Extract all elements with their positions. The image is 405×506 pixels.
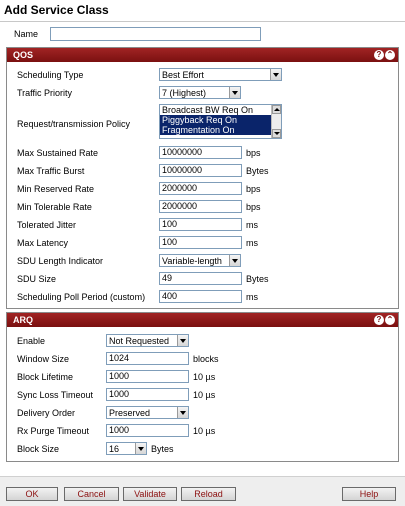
request-policy-listbox[interactable]	[159, 104, 282, 139]
chevron-down-icon	[229, 255, 240, 266]
sdu-size-label: SDU Size	[17, 274, 57, 284]
scheduling-poll-period-input[interactable]: 400	[159, 290, 242, 303]
title-divider	[0, 21, 405, 22]
max-sustained-rate-input[interactable]: 10000000	[159, 146, 242, 159]
help-button[interactable]: Help	[342, 487, 396, 501]
chevron-down-icon	[177, 335, 188, 346]
min-tolerable-rate-unit: bps	[246, 201, 261, 212]
max-latency-unit: ms	[246, 237, 258, 248]
sdu-size-unit: Bytes	[246, 273, 269, 284]
tolerated-jitter-unit: ms	[246, 219, 258, 230]
rx-purge-timeout-label: Rx Purge Timeout	[17, 426, 90, 436]
validate-button[interactable]: Validate	[123, 487, 177, 501]
ok-button[interactable]: OK	[6, 487, 58, 501]
max-traffic-burst-input[interactable]: 10000000	[159, 164, 242, 177]
block-size-unit: Bytes	[151, 443, 174, 454]
scheduling-type-label: Scheduling Type	[17, 70, 84, 80]
arq-enable-label: Enable	[17, 336, 46, 346]
arq-enable-value: Not Requested	[109, 335, 170, 346]
name-label: Name	[14, 29, 39, 39]
sync-loss-timeout-label: Sync Loss Timeout	[17, 390, 94, 400]
sdu-length-indicator-label: SDU Length Indicator	[17, 256, 104, 266]
name-row	[14, 26, 261, 42]
window-size-label: Window Size	[17, 354, 70, 364]
min-reserved-rate-unit: bps	[246, 183, 261, 194]
request-policy-option[interactable]: Piggyback Req On	[160, 115, 272, 125]
arq-enable-select[interactable]	[106, 334, 189, 347]
request-policy-option[interactable]: Broadcast BW Req On	[162, 105, 254, 115]
arq-header-label: ARQ	[13, 315, 33, 325]
scheduling-poll-period-label: Scheduling Poll Period (custom)	[17, 292, 146, 302]
qos-header-label: QOS	[13, 50, 34, 60]
scroll-down-icon[interactable]	[272, 129, 281, 138]
qos-panel-header	[7, 48, 398, 62]
chevron-down-icon	[270, 69, 281, 80]
max-latency-label: Max Latency	[17, 238, 69, 248]
block-size-label: Block Size	[17, 444, 60, 454]
sdu-length-indicator-select[interactable]	[159, 254, 241, 267]
listbox-scrollbar[interactable]	[271, 105, 281, 138]
rx-purge-timeout-input[interactable]: 1000	[106, 424, 189, 437]
scroll-up-icon[interactable]	[272, 105, 281, 114]
delivery-order-value: Preserved	[109, 407, 151, 418]
sdu-length-indicator-value: Variable-length	[162, 255, 222, 266]
sync-loss-timeout-input[interactable]: 1000	[106, 388, 189, 401]
qos-panel	[6, 47, 399, 309]
block-size-value: 16	[109, 443, 120, 454]
help-icon[interactable]: ?	[374, 50, 384, 60]
chevron-down-icon	[229, 87, 240, 98]
window-size-unit: blocks	[193, 353, 219, 364]
sdu-size-input[interactable]: 49	[159, 272, 242, 285]
help-icon[interactable]: ?	[374, 315, 384, 325]
block-lifetime-unit: 10 µs	[193, 371, 216, 382]
min-tolerable-rate-input[interactable]: 2000000	[159, 200, 242, 213]
max-traffic-burst-unit: Bytes	[246, 165, 269, 176]
delivery-order-select[interactable]	[106, 406, 189, 419]
tolerated-jitter-input[interactable]: 100	[159, 218, 242, 231]
block-size-select[interactable]	[106, 442, 147, 455]
sync-loss-timeout-unit: 10 µs	[193, 389, 216, 400]
collapse-icon[interactable]: ⌃	[386, 50, 394, 59]
min-reserved-rate-input[interactable]: 2000000	[159, 182, 242, 195]
collapse-icon[interactable]: ⌃	[386, 315, 394, 324]
chevron-down-icon	[135, 443, 146, 454]
max-traffic-burst-label: Max Traffic Burst	[17, 166, 85, 176]
arq-panel-header	[7, 313, 398, 327]
chevron-down-icon	[177, 407, 188, 418]
window-size-input[interactable]: 1024	[106, 352, 189, 365]
traffic-priority-value: 7 (Highest)	[162, 87, 207, 98]
delivery-order-label: Delivery Order	[17, 408, 76, 418]
name-input[interactable]	[50, 27, 261, 41]
traffic-priority-select[interactable]	[159, 86, 241, 99]
request-policy-label: Request/transmission Policy	[17, 119, 131, 129]
min-tolerable-rate-label: Min Tolerable Rate	[17, 202, 92, 212]
scheduling-type-value: Best Effort	[162, 69, 204, 80]
tolerated-jitter-label: Tolerated Jitter	[17, 220, 77, 230]
reload-button[interactable]: Reload	[181, 487, 236, 501]
cancel-button[interactable]: Cancel	[64, 487, 119, 501]
max-sustained-rate-label: Max Sustained Rate	[17, 148, 99, 158]
max-latency-input[interactable]: 100	[159, 236, 242, 249]
max-sustained-rate-unit: bps	[246, 147, 261, 158]
block-lifetime-input[interactable]: 1000	[106, 370, 189, 383]
block-lifetime-label: Block Lifetime	[17, 372, 74, 382]
arq-panel	[6, 312, 399, 462]
traffic-priority-label: Traffic Priority	[17, 88, 73, 98]
page-title: Add Service Class	[4, 3, 109, 17]
rx-purge-timeout-unit: 10 µs	[193, 425, 216, 436]
request-policy-option[interactable]: Fragmentation On	[160, 125, 272, 135]
scheduling-type-select[interactable]	[159, 68, 282, 81]
min-reserved-rate-label: Min Reserved Rate	[17, 184, 95, 194]
scheduling-poll-period-unit: ms	[246, 291, 258, 302]
